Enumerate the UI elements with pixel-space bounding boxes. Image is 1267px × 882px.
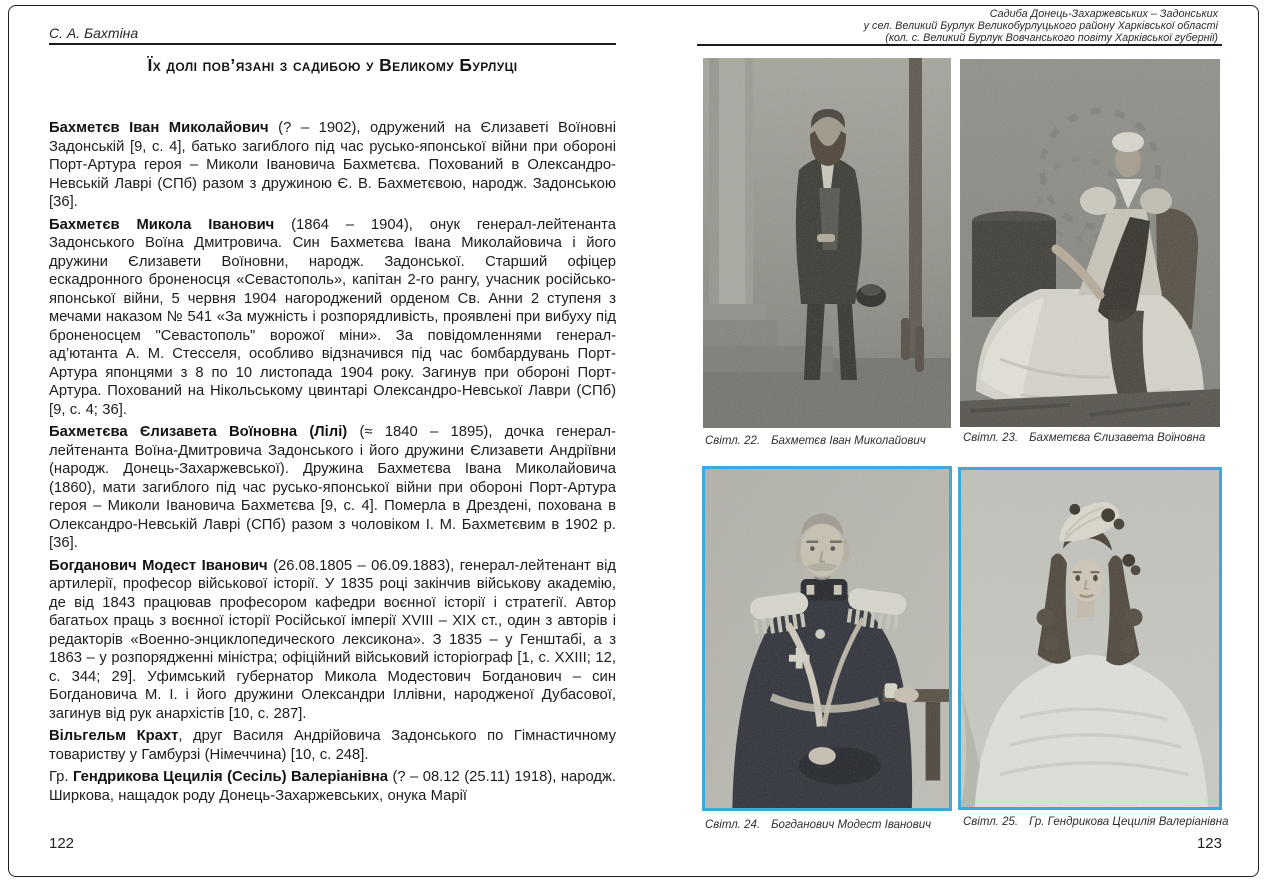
portrait-illustration (705, 469, 949, 808)
photo-22-portrait (703, 58, 951, 428)
page-number-right: 123 (1196, 835, 1222, 852)
caption-text: Бахметєв Іван Миколайович (771, 435, 926, 447)
portrait-illustration (960, 59, 1220, 427)
person-name: Богданович Модест Іванович (49, 557, 268, 574)
photo-24-portrait (702, 466, 952, 811)
paragraph-body: , друг Василя Андрійовича Задонського по Гімнастичному товариству у Гамбурзі (Німеччина) [10, с. 248]. (49, 728, 617, 763)
header-rule-right (697, 44, 1222, 46)
paragraph (49, 768, 616, 805)
photo-23-portrait (960, 59, 1220, 427)
photo-25-portrait (958, 467, 1222, 810)
running-header-line: Садиба Донець-Захаржевських – Задонських (989, 8, 1218, 20)
paragraph (49, 557, 616, 724)
paragraph-body: (1864 – 1904), онук генерал-лейтенанта Задонського Воїна Дмитровича. Син Бахметєва Івана Миколайовича і його дружини Єлизавети Воїновни, народж. Задонської. Старший офіцер ескадронного броненосця «Севастополь», капітан 2-го рангу, учасник російсько-японської війни, 5 червня 1904 нагороджений орденом Св. Анни 2 ступеня з мечами наказом № 541 «За мужність і розпорядливість, проявлені при вибуху під броненосцем "Севастополь" ворожої міни». За повідомленнями генерал-ад’ютанта А. М. Стесселя, особливо відзначився під час бомбардувань Порт-Артура японцями з 8 по 10 листопада 1904 року. Загинув при обороні Порт-Артура. Похований на Нікольському цвинтарі Олександро-Невської Лаври (СПб) [9, с. 4; 36]. (49, 216, 616, 418)
chapter-heading: Їх долі пов’язані з садибою у Великому Бурлуці (147, 55, 518, 75)
paragraph-body: (? – 1902), одружений на Єлизаветі Воїновні Задонській [9, с. 4], батько загиблого під час русько-японської війни при обороні Порт-Артура героя – Миколи Івановича Бахметєва. Похований в Олександро-Невській Лаврі (СПб) разом з дружиною Є. В. Бахметєвою, народж. Задонською [36]. (49, 120, 616, 210)
caption-text: Гр. Гендрикова Цецилія Валеріанівна (1029, 816, 1229, 828)
running-header-line: (кол. с. Великий Бурлук Вовчанського повіту Харківської губернії) (885, 31, 1218, 44)
page-number-left: 122 (49, 835, 75, 852)
caption-text: Богданович Модест Іванович (771, 819, 932, 831)
paragraph-body: (? – 08.12 (25.11) 1918), народж. Ширкова, нащадок роду Донець-Захаржевських, онука Марії (49, 769, 616, 804)
running-header-author: С. А. Бахтіна (49, 25, 139, 41)
person-name: Бахметєв Микола Іванович (49, 216, 275, 233)
paragraph-body: (≈ 1840 – 1895), дочка генерал-лейтенанта Воїна-Дмитровича Задонського і його дружини Єлизавети Андріївни (народж. Донець-Захаржевської). Дружина Бахметєва Івана Миколайовича (1860), мати загиблого під час русько-японської війни при обороні Порт-Артура героя – Миколи Івановича Бахметєва [9, с. 4]. Померла в Дрездені, похована в Олександро-Невській Лаврі (СПб) разом з чоловіком І. М. Бахметєвим в 1902 р. [36]. (49, 424, 616, 551)
person-name: Вільгельм Крахт (49, 728, 179, 744)
portrait-illustration (703, 58, 951, 428)
photo-caption-25 (963, 816, 1229, 828)
header-rule-left (49, 43, 616, 45)
caption-number: Світл. 22. (705, 435, 761, 447)
paragraph (49, 216, 616, 420)
photo-caption-24 (705, 819, 931, 831)
body-text-column (49, 119, 616, 809)
running-header-line: у сел. Великий Бурлук Великобурлуцького району Харківської області (863, 19, 1218, 32)
paragraph (49, 727, 616, 764)
paragraph-body: (26.08.1805 – 06.09.1883), генерал-лейтенант від артилерії, професор військової історії. У 1835 році закінчив військову академію, де від 1843 працював професором кафедри воєнної історії і стратегії. Автор багатьох праць з воєнної історії Російської імперії XVIII – XIX ст., один з авторів і редакторів «Военно-энциклопедического лексикона». З 1835 – у Генштабі, а з 1863 – у розпорядженні міністра; офіційний військовий історіограф [1, с. XXIII; 12, с. 344; 29]. Уфимський губернатор Микола Модестович Богданович – син Богдановича М. І. і його дружини Олександри Іллівни, народженої Дубасової, загинув від рук анархістів [10, с. 287]. (49, 557, 616, 722)
caption-text: Бахметєва Єлизавета Воїновна (1029, 432, 1206, 444)
paragraph (49, 423, 616, 553)
running-header-estate (647, 9, 1218, 44)
caption-number: Світл. 25. (963, 816, 1019, 828)
photo-caption-22 (705, 435, 926, 447)
person-name: Гендрикова Цецилія (Сесіль) Валеріанівна (72, 769, 389, 785)
paragraph (49, 119, 616, 212)
caption-number: Світл. 23. (963, 432, 1019, 444)
portrait-illustration (961, 470, 1219, 807)
paragraph-prefix: Гр. (49, 769, 73, 785)
photo-caption-23 (963, 432, 1205, 444)
caption-number: Світл. 24. (705, 819, 761, 831)
person-name: Бахметєв Іван Миколайович (49, 120, 269, 136)
person-name: Бахметєва Єлизавета Воїновна (Лілі) (49, 424, 348, 440)
